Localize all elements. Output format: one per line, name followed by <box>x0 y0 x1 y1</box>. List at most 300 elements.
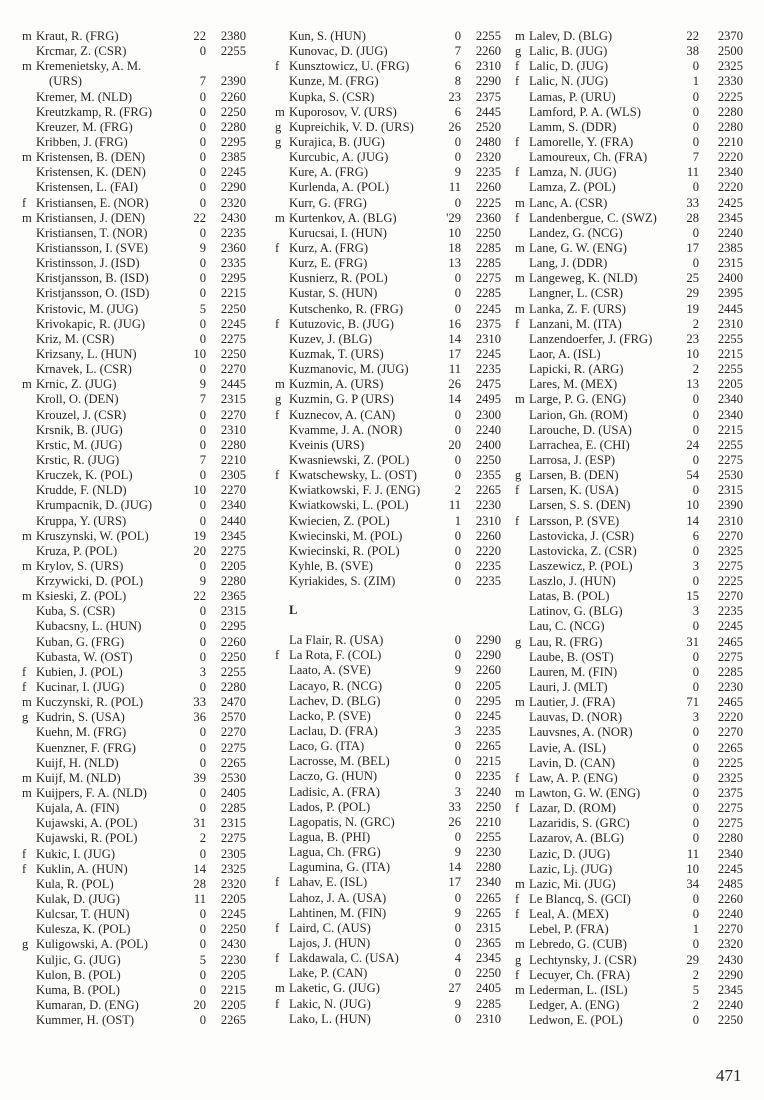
list-item <box>275 981 499 996</box>
games-count: 22 <box>193 29 206 43</box>
games-count: 14 <box>448 860 461 875</box>
player-name: Langner, L. (CSR) <box>529 286 623 301</box>
games-count: 0 <box>692 725 699 740</box>
elo-rating: 2465 <box>717 634 743 649</box>
games-count: 14 <box>686 513 699 528</box>
player-name: Kudrin, S. (USA) <box>36 710 125 725</box>
list-item <box>275 800 499 815</box>
list-item <box>275 860 499 875</box>
list-item <box>275 196 499 211</box>
player-name: Krzywicki, D. (POL) <box>36 574 144 589</box>
elo-rating: 2210 <box>475 814 501 829</box>
games-count: 0 <box>199 150 206 165</box>
games-count: 0 <box>199 468 206 483</box>
player-name: Larsson, P. (SVE) <box>529 513 620 528</box>
games-count: 0 <box>454 769 461 784</box>
games-count: 39 <box>193 770 206 785</box>
player-name: Landez, G. (NCG) <box>529 225 623 240</box>
elo-rating: 2230 <box>475 498 501 513</box>
elo-rating: 2270 <box>717 528 743 543</box>
elo-rating: 2315 <box>220 604 246 619</box>
player-name: Kuma, B. (POL) <box>36 982 120 997</box>
games-count: 0 <box>199 604 206 619</box>
games-count: 36 <box>193 710 206 725</box>
player-name: Laato, A. (SVE) <box>289 663 371 678</box>
player-name: Lahav, E. (ISL) <box>289 875 368 890</box>
elo-rating: 2255 <box>475 29 501 43</box>
elo-rating: 2275 <box>717 801 743 816</box>
player-name: Kure, A. (FRG) <box>289 165 369 180</box>
title-code: m <box>22 150 32 165</box>
games-count: 33 <box>686 195 699 210</box>
elo-rating: 2260 <box>220 634 246 649</box>
player-name: Lakic, N. (JUG) <box>289 996 371 1011</box>
list-item <box>275 815 499 830</box>
list-item <box>22 710 252 725</box>
list-item <box>275 317 499 332</box>
elo-rating: 2330 <box>717 74 743 89</box>
elo-rating: 2325 <box>717 770 743 785</box>
games-count: 0 <box>199 740 206 755</box>
elo-rating: 2255 <box>717 437 743 452</box>
games-count: 0 <box>454 739 461 754</box>
title-code: m <box>515 240 525 255</box>
elo-rating: 2225 <box>717 755 743 770</box>
title-code: m <box>515 786 525 801</box>
player-name: Kunovac, D. (JUG) <box>289 44 388 59</box>
games-count: 0 <box>454 29 461 43</box>
player-name: Kwiatkowski, L. (POL) <box>289 498 409 513</box>
list-item <box>515 741 745 756</box>
games-count: 0 <box>692 104 699 119</box>
list-item <box>22 559 252 574</box>
player-name: Latinov, G. (BLG) <box>529 604 623 619</box>
elo-rating: 2235 <box>475 724 501 739</box>
games-count: 7 <box>454 44 461 59</box>
games-count: 0 <box>692 664 699 679</box>
games-count: 5 <box>199 952 206 967</box>
list-item <box>515 196 745 211</box>
player-name: Kruczek, K. (POL) <box>36 468 133 483</box>
list-item <box>22 226 252 241</box>
games-count: 0 <box>454 920 461 935</box>
list-item <box>22 196 252 211</box>
list-item <box>515 241 745 256</box>
elo-rating: 2475 <box>475 377 501 392</box>
elo-rating: 2265 <box>475 890 501 905</box>
list-item <box>22 483 252 498</box>
player-name: Kustar, S. (HUN) <box>289 286 378 301</box>
elo-rating: 2265 <box>220 755 246 770</box>
list-item <box>22 544 252 559</box>
list-item <box>22 211 252 226</box>
elo-rating: 2205 <box>220 967 246 982</box>
list-item <box>22 907 252 922</box>
list-item <box>275 271 499 286</box>
list-item <box>22 983 252 998</box>
elo-rating: 2235 <box>475 558 501 573</box>
player-name: Kurucsai, I. (HUN) <box>289 225 387 240</box>
player-name: Kribben, J. (FRG) <box>36 134 128 149</box>
player-name: Kristiansen, T. (NOR) <box>36 225 148 240</box>
elo-rating: 2355 <box>475 468 501 483</box>
games-count: 11 <box>448 498 461 513</box>
list-item <box>22 937 252 952</box>
elo-rating: 2290 <box>475 648 501 663</box>
player-name: Laclau, D. (FRA) <box>289 724 378 739</box>
elo-rating: 2310 <box>717 316 743 331</box>
list-item <box>515 937 745 952</box>
games-count: 29 <box>686 952 699 967</box>
list-item <box>22 816 252 831</box>
games-count: 11 <box>686 165 699 180</box>
games-count: 0 <box>199 225 206 240</box>
elo-rating: 2275 <box>220 331 246 346</box>
games-count: 0 <box>692 892 699 907</box>
player-name: Kruza, P. (POL) <box>36 543 118 558</box>
games-count: 33 <box>193 695 206 710</box>
list-item <box>515 423 745 438</box>
player-name: Lagua, Ch. (FRG) <box>289 845 381 860</box>
player-name: Kummer, H. (OST) <box>36 1013 135 1028</box>
games-count: 9 <box>454 905 461 920</box>
title-code: m <box>515 271 525 286</box>
list-item <box>22 241 252 256</box>
games-count: 14 <box>193 861 206 876</box>
player-name: Large, P. G. (ENG) <box>529 392 626 407</box>
elo-rating: 2500 <box>717 44 743 59</box>
list-item <box>515 559 745 574</box>
elo-rating: 2310 <box>475 59 501 74</box>
elo-rating: 2315 <box>475 920 501 935</box>
elo-rating: 2235 <box>475 574 501 589</box>
title-code: m <box>275 104 285 119</box>
games-count: 3 <box>692 558 699 573</box>
elo-rating: 2390 <box>220 74 246 89</box>
elo-rating: 2250 <box>220 301 246 316</box>
list-item <box>515 892 745 907</box>
title-code: g <box>515 952 522 967</box>
elo-rating: 2245 <box>220 907 246 922</box>
elo-rating: 2310 <box>475 1011 501 1026</box>
list-item <box>515 1013 745 1028</box>
player-name: Kucinar, I. (JUG) <box>36 680 125 695</box>
title-code: m <box>22 558 32 573</box>
player-name: Kula, R. (POL) <box>36 876 114 891</box>
games-count: 28 <box>686 210 699 225</box>
games-count: 26 <box>448 377 461 392</box>
title-code: f <box>275 648 280 663</box>
list-item <box>275 769 499 784</box>
list-item <box>275 498 499 513</box>
elo-rating: 2245 <box>475 346 501 361</box>
elo-rating: 2275 <box>717 452 743 467</box>
elo-rating: 2250 <box>220 649 246 664</box>
list-item <box>22 317 252 332</box>
list-item <box>515 529 745 544</box>
list-item <box>515 90 745 105</box>
player-name: Kubien, J. (POL) <box>36 664 123 679</box>
games-count: 0 <box>454 150 461 165</box>
list-item <box>515 317 745 332</box>
games-count: 0 <box>199 907 206 922</box>
elo-rating: 2275 <box>717 649 743 664</box>
elo-rating: 2495 <box>475 392 501 407</box>
elo-rating: 2280 <box>717 831 743 846</box>
elo-rating: 2285 <box>475 996 501 1011</box>
elo-rating: 2250 <box>220 922 246 937</box>
player-name: Lamorelle, Y. (FRA) <box>529 134 634 149</box>
title-code: f <box>22 664 27 679</box>
elo-rating: 2245 <box>220 165 246 180</box>
elo-rating: 2400 <box>717 271 743 286</box>
list-item <box>515 468 745 483</box>
games-count: 2 <box>692 998 699 1012</box>
list-item <box>22 468 252 483</box>
list-item <box>515 271 745 286</box>
elo-rating: 2245 <box>475 301 501 316</box>
elo-rating: 2285 <box>475 256 501 271</box>
games-count: 0 <box>454 134 461 149</box>
player-name: Kruppa, Y. (URS) <box>36 513 127 528</box>
list-item <box>275 694 499 709</box>
elo-rating: 2465 <box>717 695 743 710</box>
player-name: Kuzmin, A. (URS) <box>289 377 384 392</box>
games-count: 0 <box>692 786 699 801</box>
games-count: 0 <box>454 543 461 558</box>
games-count: 0 <box>454 528 461 543</box>
elo-rating: 2220 <box>717 180 743 195</box>
elo-rating: 2280 <box>220 574 246 589</box>
games-count: 33 <box>448 799 461 814</box>
list-item <box>22 922 252 937</box>
list-item <box>515 302 745 317</box>
player-name: Krnic, Z. (JUG) <box>36 377 117 392</box>
games-count: 5 <box>692 982 699 997</box>
player-name: Kremer, M. (NLD) <box>36 89 133 104</box>
games-count: 0 <box>199 725 206 740</box>
player-name: Kuznecov, A. (CAN) <box>289 407 396 422</box>
list-item <box>275 754 499 769</box>
player-name: Kukic, I. (JUG) <box>36 846 116 861</box>
elo-rating: 2530 <box>717 468 743 483</box>
player-name: Larouche, D. (USA) <box>529 422 632 437</box>
list-item <box>275 514 499 529</box>
title-code: m <box>275 377 285 392</box>
list-item-continuation <box>22 74 252 89</box>
elo-rating: 2260 <box>475 180 501 195</box>
elo-rating: 2530 <box>220 770 246 785</box>
elo-rating: 2400 <box>475 437 501 452</box>
elo-rating: 2320 <box>220 195 246 210</box>
title-code: m <box>515 937 525 952</box>
player-name: Lamford, P. A. (WLS) <box>529 104 641 119</box>
games-count: 0 <box>454 678 461 693</box>
games-count: 0 <box>692 907 699 922</box>
games-count: 24 <box>686 437 699 452</box>
list-item <box>275 256 499 271</box>
list-item <box>275 438 499 453</box>
elo-rating: 2430 <box>220 210 246 225</box>
elo-rating: 2235 <box>475 165 501 180</box>
player-name: Lazic, Lj. (JUG) <box>529 861 613 876</box>
elo-rating: 2390 <box>717 498 743 513</box>
elo-rating: 2240 <box>717 998 743 1012</box>
player-name: Lagopatis, N. (GRC) <box>289 814 395 829</box>
games-count: 29 <box>686 286 699 301</box>
games-count: 3 <box>454 784 461 799</box>
title-code: f <box>275 875 280 890</box>
player-name: Krylov, S. (URS) <box>36 558 124 573</box>
elo-rating: 2405 <box>220 786 246 801</box>
games-count: 10 <box>448 225 461 240</box>
games-count: 0 <box>454 1011 461 1026</box>
title-code: g <box>515 634 522 649</box>
player-name: Lanc, A. (CSR) <box>529 195 608 210</box>
elo-rating: 2340 <box>717 846 743 861</box>
games-count: 0 <box>692 59 699 74</box>
games-count: 0 <box>692 392 699 407</box>
games-count: 2 <box>454 483 461 498</box>
title-code: f <box>275 407 280 422</box>
title-code: g <box>275 392 282 407</box>
elo-rating: 2260 <box>475 663 501 678</box>
games-count: 0 <box>199 89 206 104</box>
games-count: 38 <box>686 44 699 59</box>
title-code: f <box>275 468 280 483</box>
list-item <box>275 241 499 256</box>
list-item <box>275 135 499 150</box>
player-name: Lazaridis, S. (GRC) <box>529 816 630 831</box>
elo-rating: 2215 <box>717 346 743 361</box>
games-count: 0 <box>692 770 699 785</box>
player-name: Lalev, D. (BLG) <box>529 29 613 43</box>
elo-rating: 2325 <box>717 543 743 558</box>
player-name: Lang, J. (DDR) <box>529 256 608 271</box>
list-item <box>22 529 252 544</box>
elo-rating: 2300 <box>475 407 501 422</box>
list-item <box>515 589 745 604</box>
elo-rating: 2215 <box>220 286 246 301</box>
games-count: 0 <box>692 180 699 195</box>
games-count: 0 <box>692 619 699 634</box>
games-count: 14 <box>448 392 461 407</box>
games-count: 0 <box>692 543 699 558</box>
elo-rating: 2470 <box>220 695 246 710</box>
elo-rating: 2340 <box>475 875 501 890</box>
elo-rating: 2480 <box>475 134 501 149</box>
title-code: f <box>515 165 520 180</box>
games-count: 0 <box>199 680 206 695</box>
list-item <box>275 377 499 392</box>
player-name: Krsnik, B. (JUG) <box>36 422 123 437</box>
player-name: Lane, G. W. (ENG) <box>529 240 627 255</box>
title-code: m <box>22 770 32 785</box>
player-name: Krnavek, L. (CSR) <box>36 362 132 377</box>
elo-rating: 2225 <box>475 195 501 210</box>
player-name: Lares, M. (MEX) <box>529 377 618 392</box>
player-name: Kurz, E. (FRG) <box>289 256 368 271</box>
player-name: Kruszynski, W. (POL) <box>36 528 149 543</box>
list-item <box>22 771 252 786</box>
player-name: Kunze, M. (FRG) <box>289 74 379 89</box>
elo-rating: 2270 <box>220 407 246 422</box>
elo-rating: 2290 <box>475 74 501 89</box>
list-item <box>515 710 745 725</box>
list-item <box>22 801 252 816</box>
list-item <box>515 59 745 74</box>
player-name: Kreutzkamp, R. (FRG) <box>36 104 153 119</box>
list-item <box>22 892 252 907</box>
player-name: Lavie, A. (ISL) <box>529 740 606 755</box>
player-name: Laketic, G. (JUG) <box>289 981 380 996</box>
list-item <box>22 1013 252 1028</box>
title-code: g <box>275 134 282 149</box>
list-item <box>22 392 252 407</box>
player-name: Kuporosov, V. (URS) <box>289 104 397 119</box>
games-count: 71 <box>686 695 699 710</box>
player-name: Ladisic, A. (FRA) <box>289 784 380 799</box>
title-code: m <box>515 29 525 43</box>
games-count: 0 <box>199 407 206 422</box>
games-count: 20 <box>448 437 461 452</box>
page-number: 471 <box>716 1066 742 1085</box>
player-name: Kupka, S. (CSR) <box>289 89 375 104</box>
games-count: 0 <box>454 633 461 648</box>
player-name: Laube, B. (OST) <box>529 649 614 664</box>
list-item <box>275 180 499 195</box>
player-name: Kuczynski, R. (POL) <box>36 695 144 710</box>
list-item <box>22 332 252 347</box>
list-item <box>22 29 252 44</box>
elo-rating: 2320 <box>717 937 743 952</box>
section-heading <box>275 589 499 633</box>
elo-rating: 2310 <box>220 422 246 437</box>
games-count: 0 <box>692 256 699 271</box>
list-item <box>515 877 745 892</box>
player-name: Kujawski, A. (POL) <box>36 816 138 831</box>
games-count: 0 <box>199 1013 206 1028</box>
list-item <box>275 785 499 800</box>
player-name: Lamza, N. (JUG) <box>529 165 617 180</box>
player-name: Kuenzner, F. (FRG) <box>36 740 136 755</box>
elo-rating: 2275 <box>220 831 246 846</box>
elo-rating: 2275 <box>220 543 246 558</box>
elo-rating: 2340 <box>717 165 743 180</box>
list-item <box>515 165 745 180</box>
player-federation: (URS) <box>49 74 82 89</box>
list-item <box>515 498 745 513</box>
player-name: Lawton, G. W. (ENG) <box>529 786 641 801</box>
list-item <box>275 29 499 44</box>
games-count: 0 <box>692 89 699 104</box>
elo-rating: 2520 <box>475 119 501 134</box>
title-code: f <box>515 483 520 498</box>
elo-rating: 2245 <box>220 316 246 331</box>
title-code: m <box>275 981 285 996</box>
title-code: m <box>22 59 32 74</box>
elo-rating: 2250 <box>475 966 501 981</box>
title-code: g <box>275 119 282 134</box>
list-item <box>275 739 499 754</box>
games-count: 0 <box>199 922 206 937</box>
elo-rating: 2270 <box>220 725 246 740</box>
elo-rating: 2310 <box>717 513 743 528</box>
player-name: Lebel, P. (FRA) <box>529 922 609 937</box>
player-name: Larrachea, E. (CHI) <box>529 437 630 452</box>
player-name: Lanka, Z. F. (URS) <box>529 301 626 316</box>
title-code: g <box>515 44 522 59</box>
